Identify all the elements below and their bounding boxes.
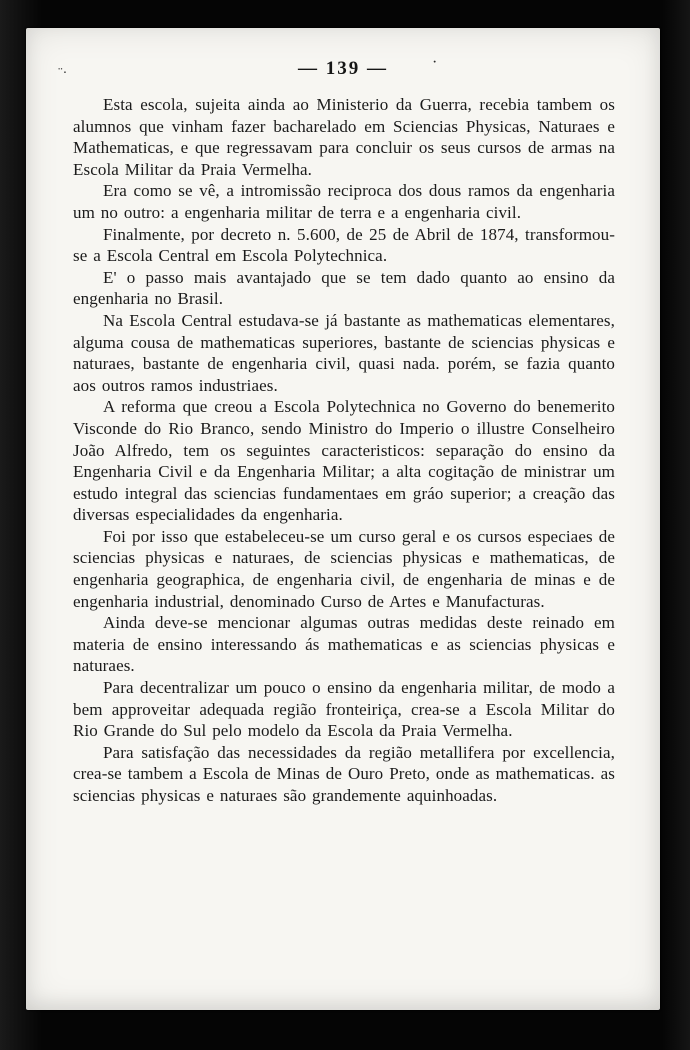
paragraph: Esta escola, sujeita ainda ao Ministerio da Guerra, recebia tambem os alumnos que vinham fazer bacharelado em Sciencias Physicas, Naturaes e Mathematicas, e que regressavam para concluir os seus cursos de armas na Escola Militar da Praia Vermelha. <box>73 95 615 179</box>
paragraph: Para satisfação das necessidades da região metallifera por excellencia, crea-se tambem a Escola de Minas de Ouro Preto, onde as mathematicas. as sciencias physicas e naturaes são grandemente aquinhoadas. <box>73 742 615 805</box>
paragraph: E' o passo mais avantajado que se tem dado quanto ao ensino da engenharia no Brasil. <box>73 267 615 309</box>
paragraph: Foi por isso que estabeleceu-se um curso geral e os cursos especiaes de sciencias physicas e naturaes, de sciencias physicas e mathematicas, de engenharia geographica, de engenharia civil, de engenharia de minas e de engenharia industrial, denominado Curso de Artes e Manufacturas. <box>73 526 615 611</box>
paragraph: Para decentralizar um pouco o ensino da engenharia militar, de modo a bem approveitar adequada região fronteiriça, crea-se a Escola Militar do Rio Grande do Sul pelo modelo da Escola da Praia Vermelha. <box>73 678 615 741</box>
paragraph: A reforma que creou a Escola Polytechnica no Governo do benemerito Visconde do Rio Branco, sendo Ministro do Imperio o illustre Conselheiro João Alfredo, tem os seguintes caracteristicos: separação do ensino da Engenharia Civil e da Engenharia Militar; a alta cogitação de ministrar um estudo integral das sciencias fundamentaes em gráo superior; a creação das diversas especialidades da engenharia. <box>73 397 615 525</box>
paragraph: Na Escola Central estudava-se já bastante as mathematicas elementares, alguma cousa de mathematicas superiores, bastante de sciencias physicas e naturaes, bastante de engenharia civil, quasi nada. porém, se fazia quanto aos outros ramos industriaes. <box>73 310 615 395</box>
paragraph: Era como se vê, a intromissão reciproca dos dous ramos da engenharia um no outro: a engenharia militar de terra e a engenharia civil. <box>73 181 615 222</box>
scan-artifact: ¨· <box>58 66 68 81</box>
paragraph: Finalmente, por decreto n. 5.600, de 25 de Abril de 1874, transformou-se a Escola Central em Escola Polytechnica. <box>73 224 615 266</box>
page-text <box>73 94 615 807</box>
scan-artifact: · <box>432 54 438 71</box>
page-number: — 139 — <box>298 58 388 79</box>
paragraph: Ainda deve-se mencionar algumas outras medidas deste reinado em materia de ensino interessando ás mathematicas e as sciencias physicas e naturaes. <box>73 613 615 676</box>
book-page <box>26 28 660 1010</box>
